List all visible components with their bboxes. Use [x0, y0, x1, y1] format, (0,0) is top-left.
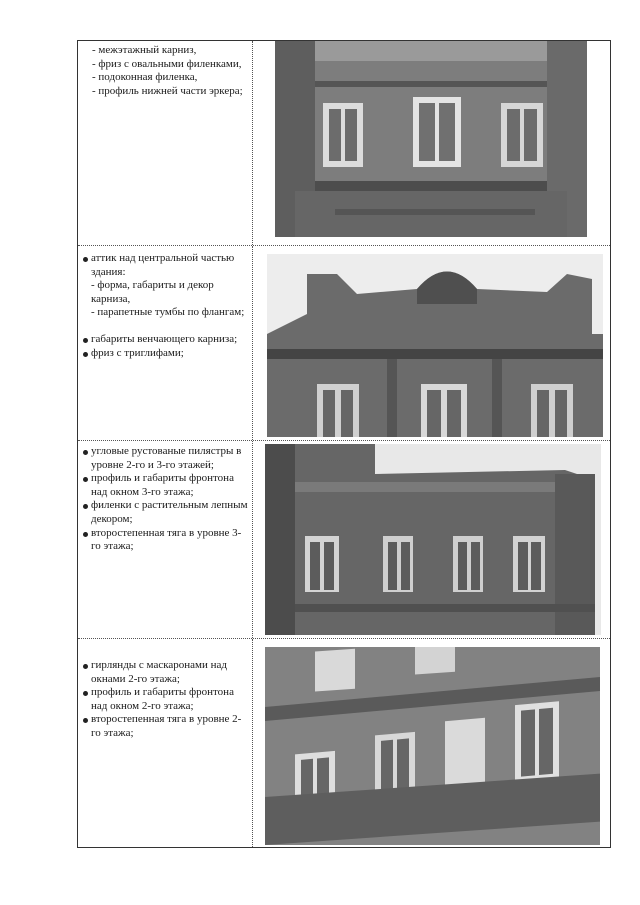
photo-cell	[253, 639, 610, 847]
features-table	[77, 40, 611, 848]
features-cell	[78, 639, 253, 847]
list-item: - межэтажный карниз,	[92, 44, 197, 56]
list-item: - подоконная филенка,	[92, 71, 198, 84]
list-item: филенки с растительным лепным декором;	[83, 499, 248, 526]
list-item: аттик над центральной частью здания:	[83, 252, 248, 279]
attic-photo	[267, 254, 603, 437]
photo-cell	[253, 441, 610, 638]
photo-cell	[253, 41, 610, 245]
table-row	[78, 639, 610, 847]
list-item: второстепенная тяга в уровне 3-го этажа;	[83, 527, 248, 554]
facade-bay-window-photo	[275, 41, 587, 237]
list-item: профиль и габариты фронтона над окном 3-го этажа;	[83, 472, 248, 499]
list-item: профиль и габариты фронтона над окном 2-го этажа;	[83, 686, 248, 713]
list-item: - парапетные тумбы по флангам;	[91, 306, 245, 319]
table-row	[78, 41, 610, 246]
list-item: угловые рустованые пилястры в уровне 2-го и 3-го этажей;	[83, 445, 248, 472]
features-cell	[78, 41, 253, 245]
list-item: - профиль нижней части эркера;	[92, 84, 243, 97]
list-item: второстепенная тяга в уровне 2-го этажа;	[83, 713, 248, 740]
second-floor-windows-photo	[265, 647, 600, 845]
list-item: - фриз с овальными филенками,	[92, 57, 242, 70]
table-row	[78, 441, 610, 639]
features-cell	[78, 246, 253, 440]
corner-pilasters-photo	[265, 444, 601, 635]
photo-cell	[253, 246, 610, 440]
list-item: - форма, габариты и декор карниза,	[91, 279, 214, 305]
list-item: гирлянды с маскаронами над окнами 2-го этажа;	[83, 659, 248, 686]
table-row	[78, 246, 610, 441]
list-item: фриз с триглифами;	[83, 347, 248, 361]
features-cell	[78, 441, 253, 638]
list-item: габариты венчающего карниза;	[83, 333, 248, 347]
